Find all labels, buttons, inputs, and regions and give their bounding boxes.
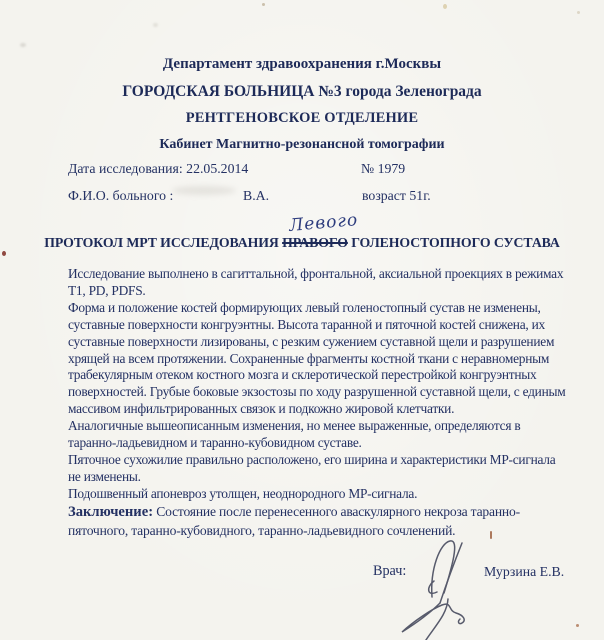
patient-name-label: Ф.И.О. больного : (68, 188, 174, 203)
body-line: Пяточное сухожилие правильно расположено, его ширина и характеристики МР-сигнала (68, 451, 556, 467)
body-line: таранно-ладьевидном и таранно-кубовидном суставе. (68, 435, 362, 451)
scan-speck (2, 251, 6, 256)
body-line: трабекулярным отеком костного мозга и склеротической перестройкой конгруэнтных (68, 367, 537, 383)
scan-speck (576, 624, 579, 627)
struck-word: ПРАВОГО (282, 235, 348, 250)
scan-speck (443, 4, 447, 9)
scan-speck (20, 43, 26, 47)
conclusion-line-1 (68, 503, 568, 522)
letterhead-unit: РЕНТГЕНОВСКОЕ ОТДЕЛЕНИЕ (185, 110, 419, 126)
conclusion-line-2: пяточного, таранно-кубовидного, таранно-ладьевидного сочленений. (68, 522, 456, 538)
patient-age: возраст 51г. (362, 188, 431, 203)
body-line: суставные поверхности конгруэнтны. Высота таранной и пяточной костей снижена, их (68, 316, 545, 332)
patient-initials: В.А. (243, 188, 270, 203)
body-line: Т1, PD, PDFS. (68, 282, 146, 298)
report-body (68, 266, 568, 503)
study-number: № 1979 (361, 161, 406, 176)
handwritten-correction: Левого (288, 210, 359, 236)
doctor-name: Мурзина Е.В. (484, 564, 565, 579)
body-line: хрящей на всем протяжении. Сохраненные фрагменты костной ткани с неравномерным (68, 350, 550, 366)
scan-speck (153, 23, 158, 27)
letterhead-room: Кабинет Магнитно-резонансной томографии (159, 137, 445, 152)
study-date: Дата исследования: 22.05.2014 (68, 161, 249, 176)
body-line: массивом инфильтрированных связок и подкожно жировой клетчатки. (68, 401, 455, 417)
body-line: суставные поверхности лизированы, с резким сужением суставной щели и разрушением (68, 333, 555, 349)
scan-speck (490, 531, 492, 539)
doctor-label: Врач: (373, 563, 407, 579)
conclusion-text-1: Состояние после перенесенного аваскулярного некроза таранно- (153, 504, 520, 519)
conclusion-label: Заключение: (68, 504, 154, 520)
redacted-patient-name (172, 186, 236, 195)
report-title-prefix: ПРОТОКОЛ МРТ ИССЛЕДОВАНИЯ (44, 235, 283, 250)
letterhead-department: Департамент здравоохранения г.Москвы (162, 56, 442, 72)
body-line: Исследование выполнено в сагиттальной, фронтальной, аксиальной проекциях в режимах (68, 266, 564, 281)
doctor-signature (390, 535, 500, 640)
report-title (0, 235, 604, 251)
body-line: не изменены. (68, 468, 141, 484)
scan-speck (577, 11, 580, 14)
body-line: поверхностей. Грубые боковые экзостозы по ходу разрушенной суставной щели, с единым (68, 384, 566, 400)
signature-icon (390, 535, 500, 640)
body-line: Подошвенный апоневроз утолщен, неоднородного МР-сигнала. (68, 485, 418, 501)
body-line: Аналогичные вышеописанным изменения, но менее выраженные, определяются в (68, 418, 521, 434)
scan-speck (262, 3, 265, 6)
letterhead-hospital: ГОРОДСКАЯ БОЛЬНИЦА №3 города Зеленограда (122, 83, 482, 100)
report-title-suffix: ГОЛЕНОСТОПНОГО СУСТАВА (347, 235, 560, 250)
body-line: Форма и положение костей формирующих левый голеностопный сустав не изменены, (68, 299, 541, 315)
